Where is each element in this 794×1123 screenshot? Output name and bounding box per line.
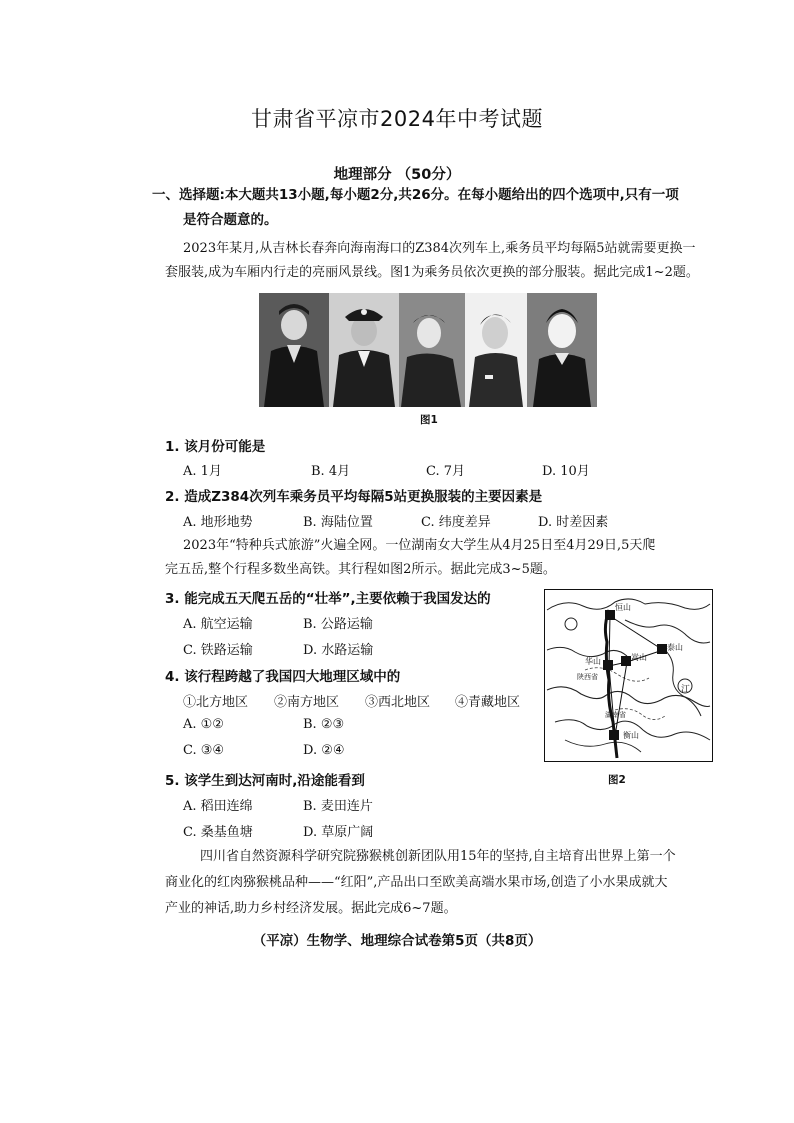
- map-label-jiang: 江: [681, 685, 691, 695]
- figure1-caption: 图1: [420, 414, 438, 426]
- section-heading-line1: 一、选择题:本大题共13小题,每小题2分,共26分。在每小题给出的四个选项中,只有一项: [152, 187, 679, 203]
- route-map: [544, 589, 713, 762]
- q1-option-a[interactable]: A. 1月: [183, 464, 222, 479]
- question-4-stem: 4. 该行程跨越了我国四大地理区域中的: [165, 669, 401, 685]
- q1-option-c[interactable]: C. 7月: [426, 464, 466, 479]
- q5-option-a[interactable]: A. 稻田连绵: [183, 799, 253, 814]
- map-label-shaanxi: 陕西省: [577, 673, 598, 681]
- page-title: 甘肃省平凉市2024年中考试题: [251, 107, 543, 131]
- q3-option-a[interactable]: A. 航空运输: [183, 617, 253, 632]
- map-label-songshan: 嵩山: [631, 653, 647, 662]
- question-3-stem: 3. 能完成五天爬五岳的“壮举”,主要依赖于我国发达的: [165, 591, 491, 607]
- figure2-caption: 图2: [608, 774, 626, 786]
- photo-conductor-uniform: [329, 293, 399, 407]
- photo-hot-weather-uniform: [527, 293, 597, 407]
- photo-summer-uniform: [465, 293, 527, 407]
- section-heading-line2: 是符合题意的。: [183, 212, 278, 228]
- passage2-line2: 完五岳,整个行程多数坐高铁。其行程如图2所示。据此完成3~5题。: [165, 562, 556, 577]
- q3-option-b[interactable]: B. 公路运输: [303, 617, 373, 632]
- passage3-line3: 产业的神话,助力乡村经济发展。据此完成6~7题。: [165, 901, 457, 916]
- q4-item-1: ①北方地区: [183, 695, 249, 710]
- map-label-hunan: 湖南省: [605, 711, 626, 719]
- section-subtitle: 地理部分 （50分）: [333, 167, 461, 183]
- q3-option-d[interactable]: D. 水路运输: [303, 643, 374, 658]
- map-label-hengshan-south: 衡山: [623, 731, 639, 740]
- q2-option-a[interactable]: A. 地形地势: [183, 515, 253, 530]
- passage1-line1: 2023年某月,从吉林长春奔向海南海口的Z384次列车上,乘务员平均每隔5站就需要更换一: [183, 241, 696, 256]
- q4-option-a[interactable]: A. ①②: [183, 717, 224, 732]
- photo-spring-uniform: [399, 293, 465, 407]
- passage2-line1: 2023年“特种兵式旅游”火遍全网。一位湖南女大学生从4月25日至4月29日,5天爬: [183, 538, 656, 553]
- q2-option-d[interactable]: D. 时差因素: [538, 515, 609, 530]
- q2-option-b[interactable]: B. 海陆位置: [303, 515, 373, 530]
- map-label-huashan: 华山: [585, 657, 601, 666]
- q4-item-4: ④青藏地区: [455, 695, 521, 710]
- q5-option-d[interactable]: D. 草原广阔: [303, 825, 374, 840]
- q4-item-3: ③西北地区: [365, 695, 431, 710]
- map-label-taishan: 泰山: [667, 643, 683, 652]
- q2-option-c[interactable]: C. 纬度差异: [421, 515, 491, 530]
- q4-item-2: ②南方地区: [274, 695, 340, 710]
- q4-option-b[interactable]: B. ②③: [303, 717, 345, 732]
- page-footer: （平凉）生物学、地理综合试卷第5页（共8页）: [252, 933, 542, 949]
- q4-option-c[interactable]: C. ③④: [183, 743, 225, 758]
- q5-option-b[interactable]: B. 麦田连片: [303, 799, 373, 814]
- question-5-stem: 5. 该学生到达河南时,沿途能看到: [165, 773, 365, 789]
- passage3-line1: 四川省自然资源科学研究院猕猴桃创新团队用15年的坚持,自主培育出世界上第一个: [200, 849, 676, 864]
- q3-option-c[interactable]: C. 铁路运输: [183, 643, 253, 658]
- uniform-photos: [259, 293, 597, 407]
- q4-option-d[interactable]: D. ②④: [303, 743, 345, 758]
- q1-option-b[interactable]: B. 4月: [311, 464, 351, 479]
- passage1-line2: 套服装,成为车厢内行走的亮丽风景线。图1为乘务员依次更换的部分服装。据此完成1~2题。: [165, 265, 699, 280]
- question-2-stem: 2. 造成Z384次列车乘务员平均每隔5站更换服装的主要因素是: [165, 489, 543, 505]
- photo-winter-uniform: [259, 293, 329, 407]
- q1-option-d[interactable]: D. 10月: [542, 464, 590, 479]
- question-1-stem: 1. 该月份可能是: [165, 439, 266, 455]
- map-label-hengshan-north: 恒山: [615, 603, 631, 612]
- q5-option-c[interactable]: C. 桑基鱼塘: [183, 825, 253, 840]
- passage3-line2: 商业化的红肉猕猴桃品种——“红阳”,产品出口至欧美高端水果市场,创造了小水果成就大: [165, 875, 668, 890]
